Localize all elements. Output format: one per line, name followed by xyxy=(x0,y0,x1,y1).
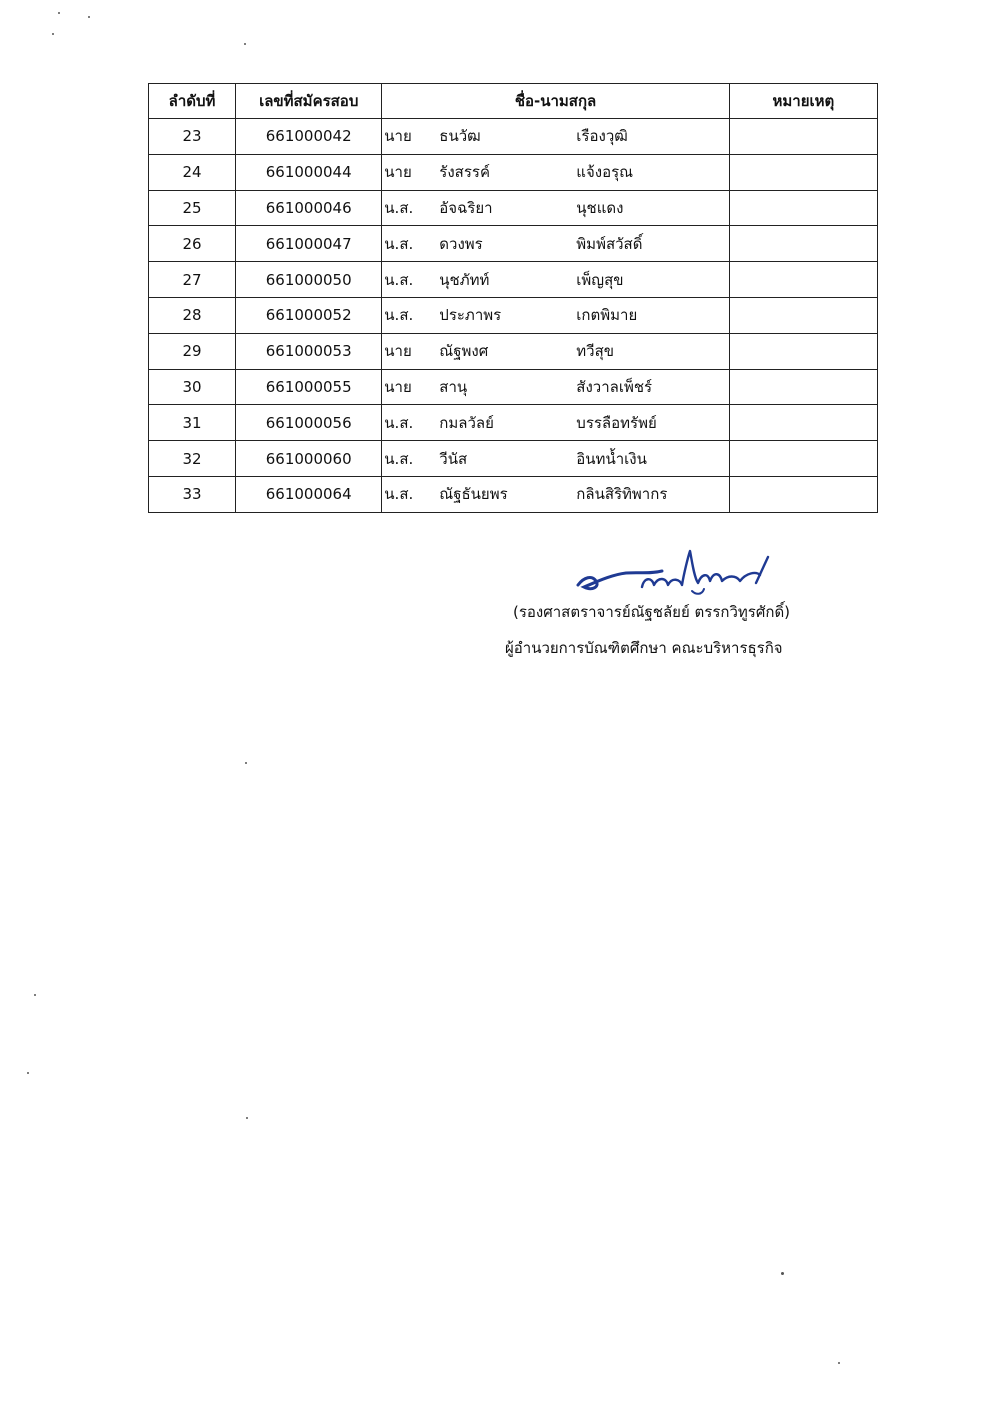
scan-speck xyxy=(88,16,90,18)
header-applicant-id: เลขที่สมัครสอบ xyxy=(236,84,382,119)
scan-speck xyxy=(781,1272,784,1275)
last-name: เกตพิมาย xyxy=(576,306,638,325)
name-prefix: น.ส. xyxy=(384,413,414,432)
cell-seq: 30 xyxy=(149,369,236,405)
table-row xyxy=(149,297,878,333)
cell-remark xyxy=(729,262,877,298)
cell-applicant-id: 661000055 xyxy=(236,369,382,405)
name-prefix: นาย xyxy=(384,127,412,146)
cell-applicant-id: 661000047 xyxy=(236,226,382,262)
cell-applicant-id: 661000064 xyxy=(236,476,382,512)
first-name: ณัฐพงศ xyxy=(439,342,489,361)
header-remark: หมายเหตุ xyxy=(729,84,877,119)
cell-remark xyxy=(729,190,877,226)
cell-full-name xyxy=(382,190,729,226)
cell-remark xyxy=(729,369,877,405)
cell-remark xyxy=(729,405,877,441)
last-name: แจ้งอรุณ xyxy=(576,163,634,182)
cell-remark xyxy=(729,476,877,512)
table-row xyxy=(149,226,878,262)
cell-seq: 24 xyxy=(149,154,236,190)
cell-applicant-id: 661000050 xyxy=(236,262,382,298)
first-name: ดวงพร xyxy=(439,234,483,253)
cell-applicant-id: 661000052 xyxy=(236,297,382,333)
scan-speck xyxy=(58,12,60,14)
scan-speck xyxy=(245,762,247,764)
cell-applicant-id: 661000060 xyxy=(236,441,382,477)
cell-applicant-id: 661000053 xyxy=(236,333,382,369)
table-header-row xyxy=(149,84,878,119)
first-name: กมลวัลย์ xyxy=(439,413,494,432)
last-name: อินทน้ำเงิน xyxy=(576,449,647,468)
cell-seq: 32 xyxy=(149,441,236,477)
cell-remark xyxy=(729,333,877,369)
name-prefix: น.ส. xyxy=(384,234,414,253)
cell-seq: 26 xyxy=(149,226,236,262)
table-row xyxy=(149,369,878,405)
signatory-name: (รองศาสตราจารย์ณัฐชลัยย์ ตรรกวิทูรศักดิ์) xyxy=(513,603,791,621)
first-name: อัจฉริยา xyxy=(439,198,493,217)
last-name: สังวาลเพ็ชร์ xyxy=(576,377,653,396)
table-row xyxy=(149,119,878,155)
table-row xyxy=(149,405,878,441)
table-body xyxy=(149,119,878,513)
cell-remark xyxy=(729,297,877,333)
cell-applicant-id: 661000046 xyxy=(236,190,382,226)
last-name: นุชแดง xyxy=(576,198,624,217)
cell-applicant-id: 661000044 xyxy=(236,154,382,190)
cell-seq: 25 xyxy=(149,190,236,226)
first-name: รังสรรค์ xyxy=(439,163,490,182)
signatory-title: ผู้อำนวยการบัณฑิตศึกษา คณะบริหารธุรกิจ xyxy=(505,639,783,657)
header-full-name: ชื่อ-นามสกุล xyxy=(382,84,729,119)
cell-remark xyxy=(729,226,877,262)
last-name: พิมพ์สวัสดิ์ xyxy=(576,234,643,253)
name-prefix: น.ส. xyxy=(384,485,414,504)
table-row xyxy=(149,333,878,369)
name-prefix: นาย xyxy=(384,163,412,182)
scan-speck xyxy=(34,994,36,996)
last-name: เพ็ญสุข xyxy=(576,270,624,289)
cell-full-name xyxy=(382,154,729,190)
first-name: ประภาพร xyxy=(439,306,502,325)
table-row xyxy=(149,154,878,190)
cell-full-name xyxy=(382,369,729,405)
name-prefix: น.ส. xyxy=(384,198,414,217)
name-prefix: นาย xyxy=(384,342,412,361)
cell-full-name xyxy=(382,226,729,262)
table-row xyxy=(149,476,878,512)
cell-seq: 33 xyxy=(149,476,236,512)
cell-seq: 31 xyxy=(149,405,236,441)
cell-applicant-id: 661000056 xyxy=(236,405,382,441)
last-name: กลินสิริทิพากร xyxy=(576,485,668,504)
cell-full-name xyxy=(382,262,729,298)
cell-remark xyxy=(729,441,877,477)
cell-seq: 27 xyxy=(149,262,236,298)
signature-icon xyxy=(570,543,790,605)
name-prefix: น.ส. xyxy=(384,449,414,468)
scan-speck xyxy=(27,1072,29,1074)
header-seq: ลำดับที่ xyxy=(149,84,236,119)
first-name: สานุ xyxy=(439,377,468,396)
table-row xyxy=(149,441,878,477)
first-name: ธนวัฒ xyxy=(439,127,481,146)
last-name: ทวีสุข xyxy=(576,342,615,361)
last-name: เรืองวุฒิ xyxy=(576,127,628,146)
cell-remark xyxy=(729,154,877,190)
name-prefix: นาย xyxy=(384,377,412,396)
cell-full-name xyxy=(382,476,729,512)
cell-applicant-id: 661000042 xyxy=(236,119,382,155)
applicant-table xyxy=(148,83,878,513)
name-prefix: น.ส. xyxy=(384,306,414,325)
cell-full-name xyxy=(382,119,729,155)
scan-speck xyxy=(52,33,54,35)
cell-full-name xyxy=(382,441,729,477)
cell-seq: 23 xyxy=(149,119,236,155)
last-name: บรรลือทรัพย์ xyxy=(576,413,657,432)
table-row xyxy=(149,262,878,298)
cell-seq: 29 xyxy=(149,333,236,369)
cell-seq: 28 xyxy=(149,297,236,333)
cell-full-name xyxy=(382,297,729,333)
cell-full-name xyxy=(382,405,729,441)
name-prefix: น.ส. xyxy=(384,270,414,289)
scan-speck xyxy=(246,1117,248,1119)
table-row xyxy=(149,190,878,226)
scan-speck xyxy=(838,1362,840,1364)
first-name: ณัฐธันยพร xyxy=(439,485,508,504)
scan-speck xyxy=(244,43,246,45)
first-name: วีนัส xyxy=(439,449,468,468)
cell-remark xyxy=(729,119,877,155)
first-name: นุชภัทท์ xyxy=(439,270,490,289)
cell-full-name xyxy=(382,333,729,369)
